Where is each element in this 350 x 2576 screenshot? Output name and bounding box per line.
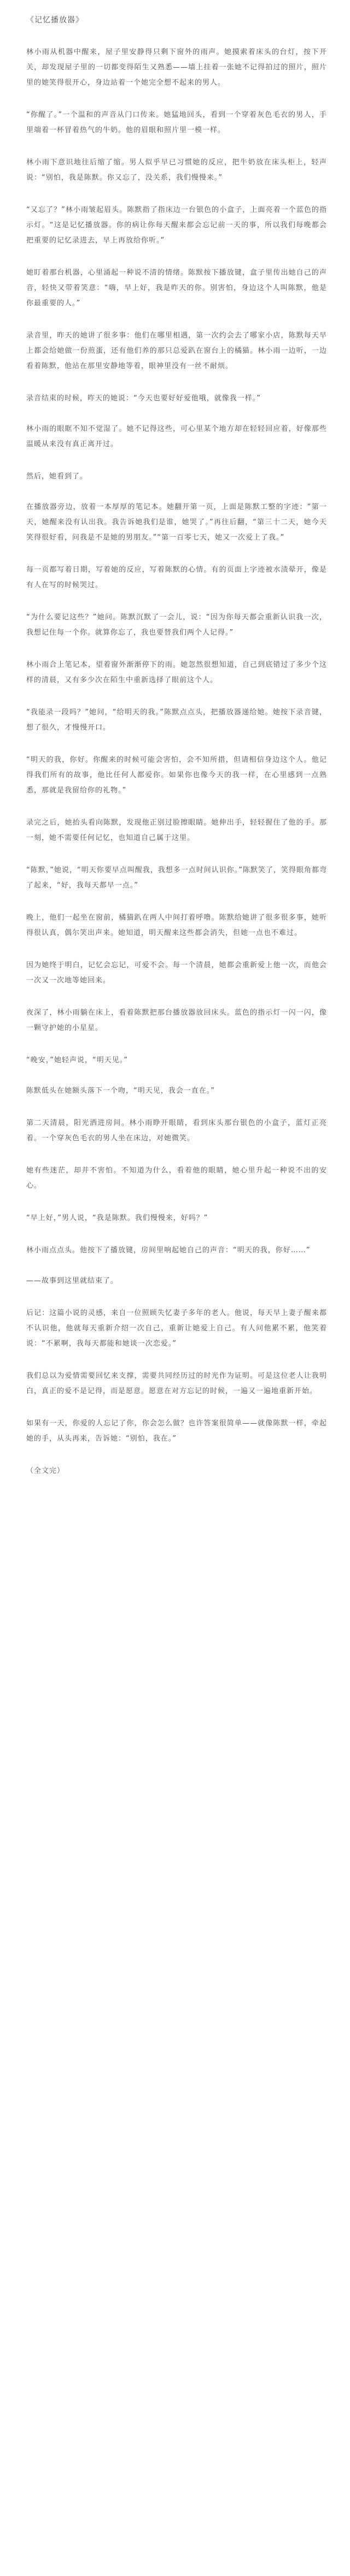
paragraph-22: 陈默低头在她额头落下一个吻，“明天见，我会一直在。”: [26, 1087, 215, 1095]
paragraph-6: 录音里，昨天的她讲了很多事：他们在哪里相遇，第一次约会去了哪家小店，陈默每天早上都会给她做一份煎蛋，还有他们养的那只总爱趴在窗台上的橘猫。林小雨一边听，一边看着陈默，他站在那里安静地等着，眼神里没有一丝不耐烦。: [26, 331, 327, 370]
paragraph-2: “你醒了。”一个温和的声音从门口传来。她猛地回头，看到一个穿着灰色毛衣的男人，手里端着一杯冒着热气的牛奶。他的眉眼和照片里一模一样。: [26, 111, 327, 134]
paragraph-11: 每一页都写着日期，写着她的反应，写着陈默的心情。有的页面上字迹被水渍晕开，像是有人在写的时候哭过。: [26, 566, 327, 589]
paragraph-26: 林小雨点点头。他按下了播放键，房间里响起她自己的声音：“明天的我，你好……”: [26, 1246, 311, 1254]
paragraph-27: ——故事到这里就结束了。: [26, 1277, 119, 1285]
paragraph-9: 然后，她看到了。: [26, 472, 88, 481]
paragraph-13: 林小雨合上笔记本，望着窗外渐渐停下的雨。她忽然很想知道，自己到底错过了多少个这样的清晨，又有多少次在陌生中重新选择了眼前这个人。: [26, 661, 327, 684]
paragraph-8: 林小雨的眼眶不知不觉湿了。她不记得这些，可心里某个地方却在轻轻回应着，好像那些温暖从来没有真正离开过。: [26, 425, 327, 448]
paragraph-19: 因为她终于明白，记忆会忘记，可爱不会。每一个清晨，她都会重新爱上他一次，而他会一次又一次地等她回来。: [26, 961, 327, 985]
paragraph-29: 我们总以为爱情需要回忆来支撑，需要共同经历过的时光作为证明。可是这位老人让我明白，真正的爱不是记得，而是愿意。愿意在对方忘记的时候，一遍又一遍地重新开始。: [26, 1372, 327, 1395]
paragraph-15: “明天的我，你好。你醒来的时候可能会害怕，会不知所措，但请相信身边这个人。他记得我们所有的故事，他比任何人都爱你。如果你也像今天的我一样，在心里感到一点熟悉，那就是我留给你的礼物。”: [26, 756, 327, 795]
paragraph-23: 第二天清晨，阳光洒进房间。林小雨睁开眼睛，看到床头那台银色的小盒子，蓝灯正亮着。一个穿灰色毛衣的男人坐在床边，对她微笑。: [26, 1119, 327, 1142]
paragraph-30: 如果有一天，你爱的人忘记了你，你会怎么做？也许答案很简单——就像陈默一样，牵起她的手，从头再来，告诉她：“别怕，我在。”: [26, 1419, 327, 1443]
article-ending: （全文完）: [26, 1467, 65, 1475]
paragraph-7: 录音结束的时候，昨天的她说：“今天也要好好爱他哦，就像我一样。”: [26, 394, 261, 402]
paragraph-14: “我能录一段吗？”她问，“给明天的我。”陈默点点头，把播放器递给她。她按下录音键，想了很久，才慢慢开口。: [26, 708, 327, 732]
paragraph-4: “又忘了？”林小雨皱起眉头。陈默指了指床边一台银色的小盒子，上面亮着一个蓝色的指示灯。“这是记忆播放器。你的病让你每天醒来都会忘记前一天的事，所以我们每晚都会把重要的记忆录进去，早上再放给你听。”: [26, 206, 327, 245]
paragraph-10: 在播放器旁边，放着一本厚厚的笔记本。她翻开第一页，上面是陈默工整的字迹：“第一天，她醒来没有认出我。我告诉她我们是谁，她哭了。”再往后翻，“第三十二天，她今天笑得很好看，问我是不是她的男朋友。”“第一百零七天，她又一次爱上了我。”: [26, 503, 327, 542]
paragraph-5: 她盯着那台机器，心里涌起一种说不清的情绪。陈默按下播放键，盒子里传出她自己的声音，轻快又带着笑意：“嗨，早上好，我是昨天的你。别害怕，身边这个人叫陈默，他是你最重要的人。”: [26, 269, 327, 307]
paragraph-25: “早上好，”男人说，“我是陈默。我们慢慢来，好吗？”: [26, 1214, 208, 1222]
paragraph-24: 她有些迷茫，却并不害怕。不知道为什么，看着他的眼睛，她心里升起一种说不出的安心。: [26, 1166, 327, 1190]
paragraph-3: 林小雨下意识地往后缩了缩。男人似乎早已习惯她的反应，把牛奶放在床头柜上，轻声说：“别怕，我是陈默。你又忘了，没关系，我们慢慢来。”: [26, 158, 327, 182]
paragraph-17: “陈默，”她说，“明天你要早点叫醒我，我想多一点时间认识你。”陈默笑了，笑得眼角都弯了起来，“好，我每天都早一点。”: [26, 866, 327, 890]
paragraph-20: 夜深了，林小雨躺在床上，看着陈默把那台播放器放回床头。蓝色的指示灯一闪一闪，像一颗守护她的小星星。: [26, 1009, 327, 1032]
paragraph-16: 录完之后，她抬头看向陈默，发现他正别过脸擦眼睛。她伸出手，轻轻握住了他的手。那一刻，她不需要任何记忆，也知道自己属于这里。: [26, 819, 327, 842]
paragraph-1: 林小雨从机器中醒来，屋子里安静得只剩下窗外的雨声。她摸索着床头的台灯，按下开关，却发现屋子里的一切都变得陌生又熟悉——墙上挂着一张她不记得拍过的照片，照片里的她笑得很开心，身边站着一个她完全想不起来的男人。: [26, 48, 327, 87]
paragraph-12: “为什么要记这些？”她问。陈默沉默了一会儿，说：“因为你每天都会重新认识我一次，我想记住每一个你。就算你忘了，我也要替我们两个人记得。”: [26, 613, 327, 637]
paragraph-28: 后记：这篇小说的灵感，来自一位照顾失忆妻子多年的老人。他说，每天早上妻子醒来都不认识他，他就每天重新介绍一次自己，重新让她爱上自己。有人问他累不累，他笑着说：“不累啊，我每天都能和她谈一次恋爱。”: [26, 1309, 327, 1348]
paragraph-18: 晚上，他们一起坐在窗前，橘猫趴在两人中间打着呼噜。陈默给她讲了很多很多事，她听得很认真，偶尔笑出声来。她知道，明天醒来这些都会消失，但她一点也不难过。: [26, 914, 327, 937]
article-title: 《记忆播放器》: [26, 16, 84, 25]
paragraph-21: “晚安，”她轻声说，“明天见。”: [26, 1056, 128, 1064]
